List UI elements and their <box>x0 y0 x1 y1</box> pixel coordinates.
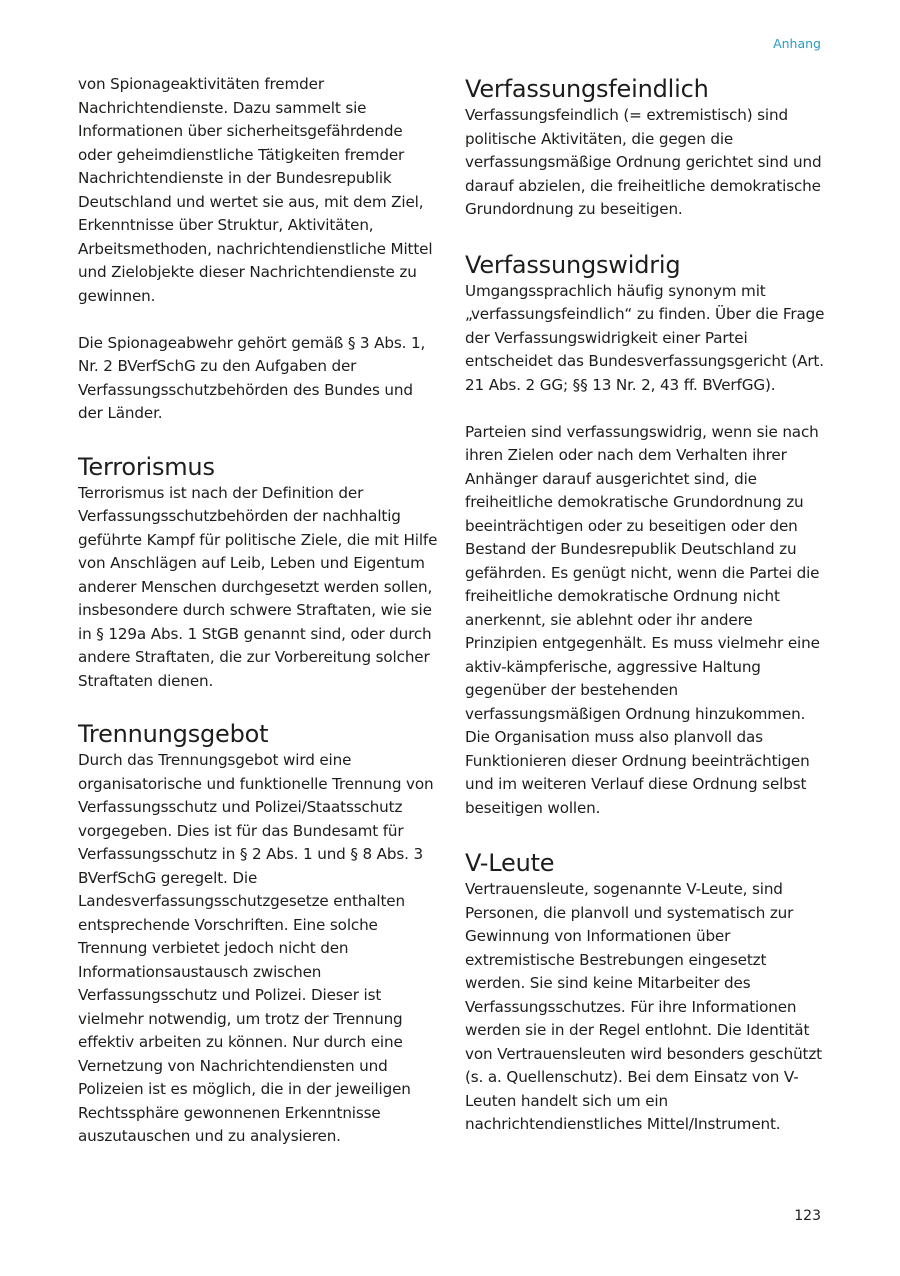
text-terrorismus: Terrorismus ist nach der Definition der Verfassungsschutzbehörden der nachhaltig geführte Kampf für politische Ziele, die mit Hilfe von Anschlägen auf Leib, Leben und Eigentum anderer Menschen durchgesetzt werden sollen, insbesondere durch schwere Straftaten, wie sie in § 129a Abs. 1 StGB genannt sind, oder durch andere Straftaten, die zur Vorbereitung solcher Straftaten dienen. <box>78 483 438 690</box>
heading-verfassungswidrig: Verfassungswidrig <box>465 250 681 279</box>
intro-paragraph-spionageabwehr: von Spionageaktivitäten fremder Nachrichtendienste. Dazu sammelt sie Informationen über sicherheitsgefährdende oder geheimdienstliche Tätigkeiten fremder Nachrichtendienste in der Bundesrepublik Deutschland und wertet sie aus, mit dem Ziel, Erkenntnisse über Struktur, Aktivitäten, Arbeitsmethoden, nachrichtendienstliche Mittel und Zielobjekte dieser Nachrichtendienste zu gewinnen. <box>78 75 433 305</box>
text-verfassungsfeindlich: Verfassungsfeindlich (= extremistisch) sind politische Aktivitäten, die gegen die verfassungsmäßige Ordnung gerichtet sind und darauf abzielen, die freiheitliche demokratische Grundordnung zu beseitigen. <box>465 106 822 218</box>
intro-paragraph-spionageabwehr-aufgaben: Die Spionageabwehr gehört gemäß § 3 Abs. 1, Nr. 2 BVerfSchG zu den Aufgaben der Verfassungsschutzbehörden des Bundes und der Länder. <box>78 333 426 422</box>
heading-v-leute: V-Leute <box>465 849 555 877</box>
right-column <box>465 74 827 1137</box>
section-v-leute <box>465 848 827 1137</box>
section-verfassungswidrig <box>465 250 827 821</box>
text-v-leute: Vertrauensleute, sogenannte V-Leute, sind Personen, die planvoll und systematisch zur Gewinnung von Informationen über extremistische Bestrebungen eingesetzt werden. Sie sind keine Mitarbeiter des Verfassungsschutzes. Für ihre Informationen werden sie in der Regel entlohnt. Die Identität von Vertrauensleuten wird besonders geschützt (s. a. Quellenschutz). Bei dem Einsatz von V-Leuten handelt sich um ein nachrichtendienstliches Mittel/Instrument. <box>465 880 822 1133</box>
text-verfassungswidrig-definition: Umgangssprachlich häufig synonym mit „verfassungsfeindlich“ zu finden. Über die Frage der Verfassungswidrigkeit einer Partei entscheidet das Bundesverfassungsgericht (Art. 21 Abs. 2 GG; §§ 13 Nr. 2, 43 ff. BVerfGG). <box>465 281 825 394</box>
left-column <box>78 73 440 1149</box>
text-trennungsgebot: Durch das Trennungsgebot wird eine organisatorische und funktionelle Trennung von Verfassungsschutz und Polizei/Staatsschutz vorgegeben. Dies ist für das Bundesamt für Verfassungsschutz in § 2 Abs. 1 und § 8 Abs. 3 BVerfSchG geregelt. Die Landesverfassungsschutzgesetze enthalten entsprechende Vorschriften. Eine solche Trennung verbietet jedoch nicht den Informationsaustausch zwischen Verfassungsschutz und Polizei. Dieser ist vielmehr notwendig, um trotz der Trennung effektiv arbeiten zu können. Nur durch eine Vernetzung von Nachrichtendiensten und Polizeien ist es möglich, die in der jeweiligen Rechtssphäre gewonnenen Erkenntnisse auszutauschen und zu analysieren. <box>78 751 434 1145</box>
heading-verfassungsfeindlich: Verfassungsfeindlich <box>465 75 709 103</box>
heading-trennungsgebot: Trennungsgebot <box>78 720 269 748</box>
section-verfassungsfeindlich <box>465 74 827 222</box>
running-header-section-label: Anhang <box>773 36 821 51</box>
section-trennungsgebot <box>78 719 440 1149</box>
section-terrorismus <box>78 452 440 694</box>
heading-terrorismus: Terrorismus <box>78 452 215 481</box>
page-number: 123 <box>794 1208 821 1224</box>
text-verfassungswidrig-parteien: Parteien sind verfassungswidrig, wenn sie nach ihren Zielen oder nach dem Verhalten ihrer Anhänger darauf ausgerichtet sind, die freiheitliche demokratische Grundordnung zu beeinträchtigen oder zu beseitigen oder den Bestand der Bundesrepublik Deutschland zu gefährden. Es genügt nicht, wenn die Partei die freiheitliche demokratische Ordnung nicht anerkennt, sie ablehnt oder ihr andere Prinzipien entgegenhält. Es muss vielmehr eine aktiv-kämpferische, aggressive Haltung gegenüber der bestehenden verfassungsmäßigen Ordnung hinzukommen. Die Organisation muss also planvoll das Funktionieren dieser Ordnung beeinträchtigen und im weiteren Verlauf diese Ordnung selbst beseitigen wollen. <box>465 422 820 817</box>
